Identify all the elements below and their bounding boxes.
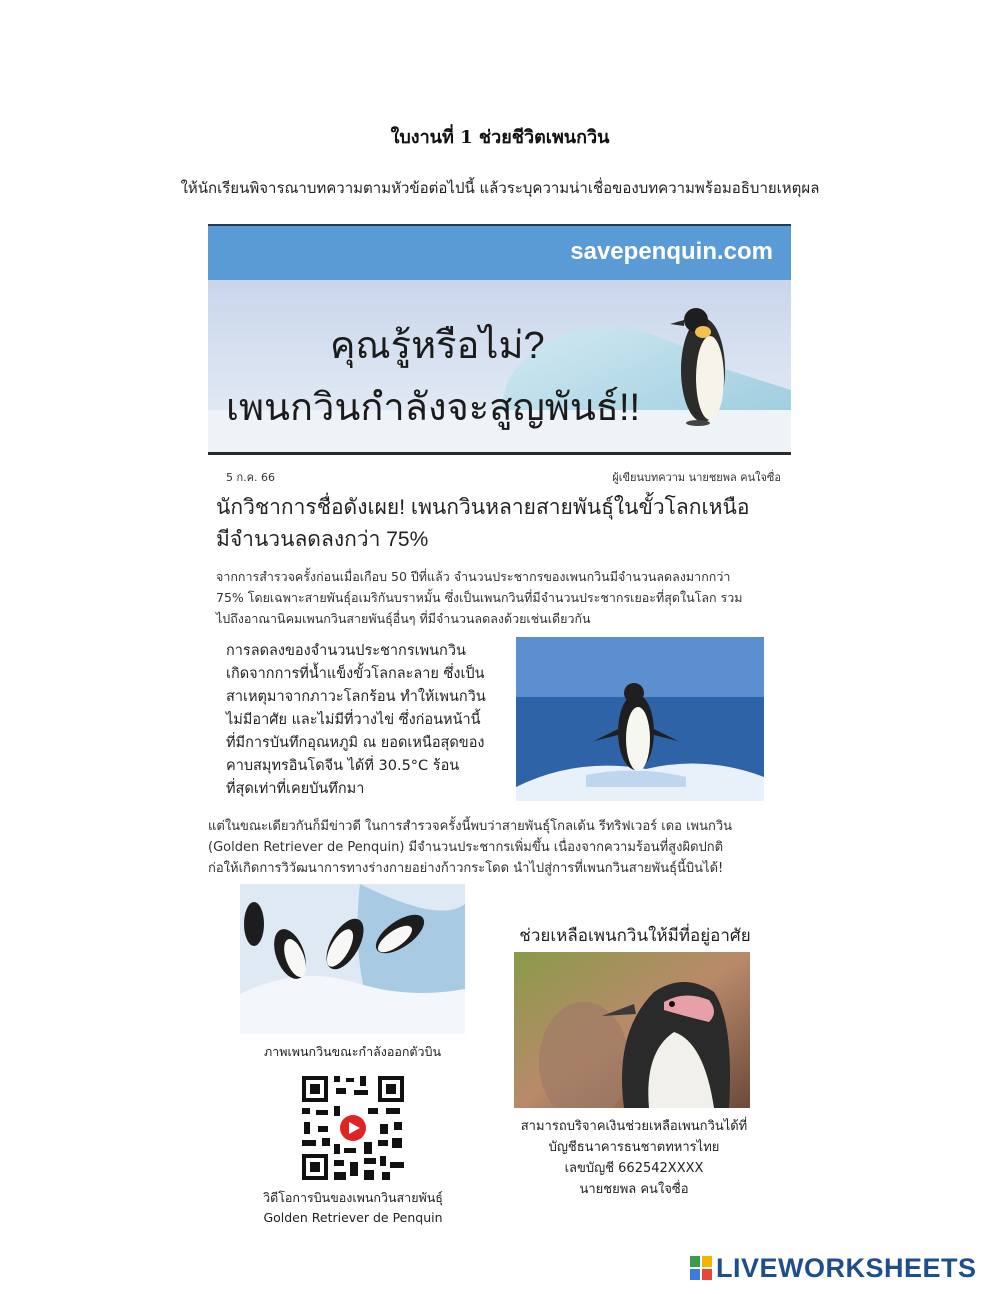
article-lead xyxy=(216,566,791,629)
lead-line: จากการสำรวจครั้งก่อนเมื่อเกือบ 50 ปีที่แล้ว จำนวนประชากรของเพนกวินมีจำนวนลดลงมากกว่า xyxy=(216,569,731,584)
article-author: ผู้เขียนบทความ นายชยพล คนใจซื่อ xyxy=(612,471,781,484)
body-line: การลดลงของจำนวนประชากรเพนกวิน xyxy=(226,643,466,659)
qr-code[interactable] xyxy=(298,1072,408,1184)
help-heading: ช่วยเหลือเพนกวินให้มีที่อยู่อาศัย xyxy=(519,926,751,945)
news-line: (Golden Retriever de Penquin) มีจำนวนประชากรเพิ่มขึ้น เนื่องจากความร้อนที่สูงผิดปกติ xyxy=(208,840,724,855)
jumping-penguins-photo xyxy=(240,884,465,1034)
lead-line: 75% โดยเฉพาะสายพันธุ์อเมริกันบราหมั้น ซึ่งเป็นเพนกวินที่มีจำนวนประชากรเยอะที่สุดในโลก รวม xyxy=(216,590,743,605)
article-news xyxy=(208,816,791,879)
donate-line: บัญชีธนาคารธนชาตทหารไทย xyxy=(548,1140,720,1155)
lead-line: ไปถึงอาณานิคมเพนกวินสายพันธุ์อื่นๆ ที่มีจำนวนลดลงด้วยเช่นเดียวกัน xyxy=(216,611,591,626)
hero-question: คุณรู้หรือไม่? xyxy=(330,325,545,367)
flying-penguin-caption: ภาพเพนกวินขณะกำลังออกตัวบิน xyxy=(263,1044,442,1059)
brand-name: LIVEWORKSHEETS xyxy=(716,1252,977,1283)
penguin-closeup-photo xyxy=(514,952,750,1108)
body-line: เกิดจากการที่น้ำแข็งขั้วโลกละลาย ซึ่งเป็น xyxy=(226,666,485,682)
penguin-on-ice-photo xyxy=(516,637,764,801)
body-line: ไม่มีอาศัย และไม่มีที่วางไข่ ซึ่งก่อนหน้านี้ xyxy=(226,712,481,728)
liveworksheets-logo-icon xyxy=(690,1256,712,1280)
donate-line: สามารถบริจาคเงินช่วยเหลือเพนกวินได้ที่ xyxy=(520,1119,748,1134)
qr-caption-line: วิดีโอการบินของเพนกวินสายพันธุ์ xyxy=(263,1190,443,1205)
article-headline xyxy=(216,492,791,556)
qr-code-graphic xyxy=(298,1072,408,1184)
article-image xyxy=(208,224,791,1234)
site-url: savepenquin.com xyxy=(570,238,773,265)
worksheet-title: ใบงานที่ 1 ช่วยชีวิตเพนกวิน xyxy=(390,127,610,148)
donate-line: เลขบัญชี 662542XXXX xyxy=(564,1161,704,1176)
donation-info xyxy=(498,1116,770,1200)
body-line: คาบสมุทรอินโดจีน ได้ที่ 30.5°C ร้อน xyxy=(226,758,460,774)
article-date: 5 ก.ค. 66 xyxy=(226,471,276,484)
site-header-bar xyxy=(208,224,791,280)
news-line: ก่อให้เกิดการวิวัฒนาการทางร่างกายอย่างก้าวกระโดด นำไปสู่การที่เพนกวินสายพันธุ์นี้บินได้! xyxy=(208,861,724,876)
body-line: ที่สุดเท่าที่เคยบันทึกมา xyxy=(226,781,365,797)
worksheet-instruction: ให้นักเรียนพิจารณาบทความตามหัวข้อต่อไปนี้ แล้วระบุความน่าเชื่อของบทความพร้อมอธิบายเหตุผล xyxy=(180,179,820,197)
liveworksheets-brand[interactable] xyxy=(690,1253,977,1283)
body-line: ที่มีการบันทึกอุณหภูมิ ณ ยอดเหนือสุดของ xyxy=(226,735,485,751)
donate-line: นายชยพล คนใจซื่อ xyxy=(579,1182,689,1197)
hero-banner xyxy=(208,280,791,455)
news-line: แต่ในขณะเดียวกันก็มีข่าวดี ในการสำรวจครั้งนี้พบว่าสายพันธุ์โกลเด้น รีทริฟเวอร์ เดอ เพนกวิน xyxy=(208,819,733,834)
headline-line: มีจำนวนลดลงกว่า 75% xyxy=(216,528,429,551)
qr-caption-line: Golden Retriever de Penquin xyxy=(263,1210,443,1225)
headline-line: นักวิชาการชื่อดังเผย! เพนกวินหลายสายพันธุ์ในขั้วโลกเหนือ xyxy=(216,496,750,519)
article-body xyxy=(226,640,511,801)
qr-caption xyxy=(228,1188,478,1228)
body-line: สาเหตุมาจากภาวะโลกร้อน ทำให้เพนกวิน xyxy=(226,689,486,705)
hero-statement: เพนกวินกำลังจะสูญพันธ์!! xyxy=(226,387,641,429)
